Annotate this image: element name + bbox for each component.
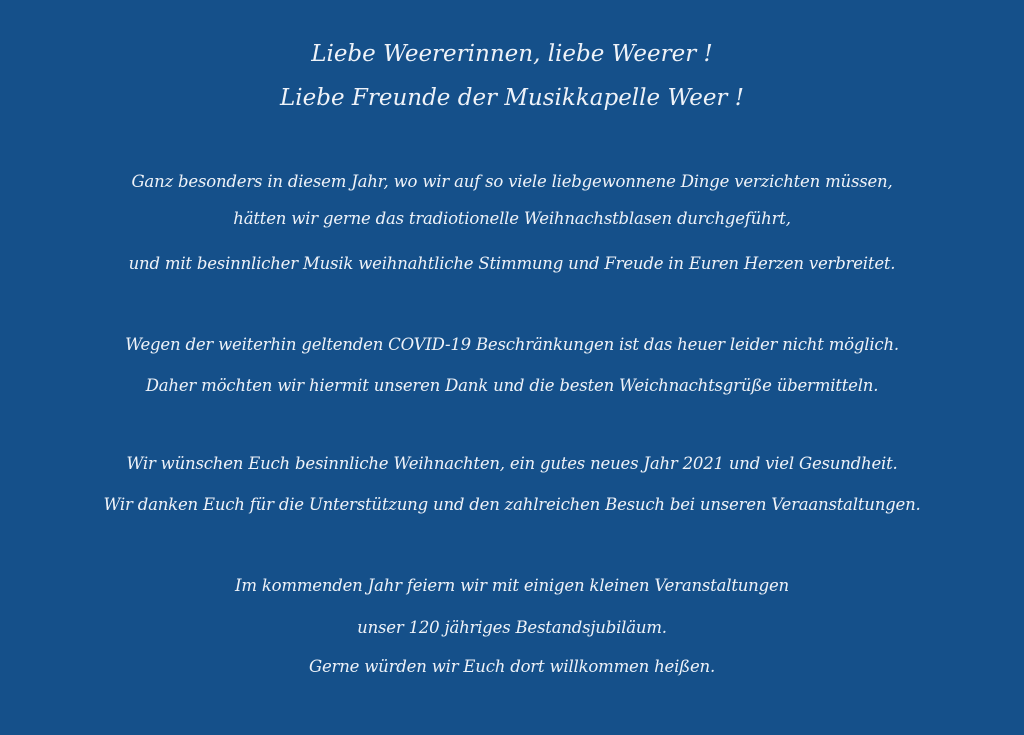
paragraph-line: Im kommenden Jahr feiern wir mit einigen kleinen Veranstaltungen	[235, 576, 789, 595]
paragraph-line: Wir wünschen Euch besinnliche Weihnachten, ein gutes neues Jahr 2021 und viel Gesundheit.	[126, 454, 898, 473]
paragraph-line: unser 120 jähriges Bestandsjubiläum.	[357, 618, 667, 637]
greeting-heading-line-2: Liebe Freunde der Musikkapelle Weer !	[280, 85, 744, 111]
paragraph-line: hätten wir gerne das tradiotionelle Weihnachstblasen durchgeführt,	[233, 209, 791, 228]
paragraph-line: Gerne würden wir Euch dort willkommen heißen.	[308, 657, 716, 676]
paragraph-line: Daher möchten wir hiermit unseren Dank und die besten Weichnachtsgrüße übermitteln.	[145, 376, 879, 395]
paragraph-line: Wegen der weiterhin geltenden COVID-19 Beschränkungen ist das heuer leider nicht möglich.	[125, 335, 899, 354]
paragraph-line: und mit besinnlicher Musik weihnahtliche Stimmung und Freude in Euren Herzen verbreitet.	[128, 254, 896, 273]
paragraph-line: Wir danken Euch für die Unterstützung und den zahlreichen Besuch bei unseren Veraanstaltungen.	[103, 495, 921, 514]
paragraph-line: Ganz besonders in diesem Jahr, wo wir auf so viele liebgewonnene Dinge verzichten müssen,	[131, 172, 893, 191]
greeting-heading-line-1: Liebe Weererinnen, liebe Weerer !	[311, 41, 713, 67]
